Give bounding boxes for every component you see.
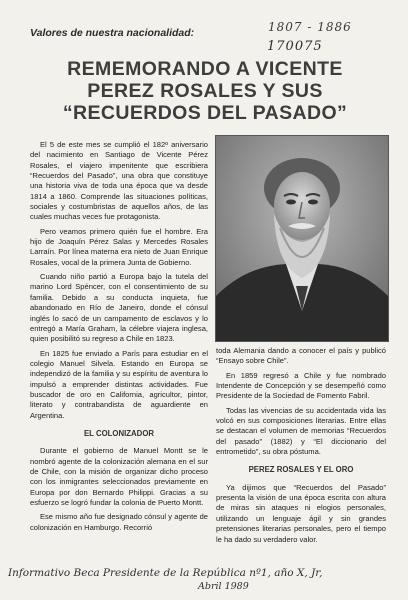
portrait-photo	[215, 135, 389, 342]
paragraph: En 1859 regresó a Chile y fue nombrado Intendente de Concepción y se desempeñó como Presidente de la Sociedad de Fomento Fabril.	[216, 370, 386, 401]
paragraph: Pero veamos primero quién fue el hombre. Era hijo de Joaquín Pérez Salas y Mercedes Rosales Larraín. Por línea materna era nieto de Juan Enrique Rosales, vocal de la primera Junta de Gobierno.	[30, 226, 208, 267]
paragraph: Cuando niño partió a Europa bajo la tutela del marino Lord Spéncer, con el consentimiento de su familia. Debido a su conducta inquieta, fue abandonado en Río de Janeiro, donde el cónsul inglés lo sacó de un campamento de esclavos y lo entregó a María Graham, la célebre viajera inglesa, quien posibilitó su regreso a Chile en 1823.	[30, 272, 208, 344]
subheading-oro: PEREZ ROSALES Y EL ORO	[248, 465, 354, 475]
paragraph: En 1825 fue enviado a París para estudiar en el colegio Manuel Silvela. Estando en Europa se independizó de la familia y su espíritu de aventura lo impulsó a emprender distintas actividades. Fue buscador de oro en California, agricultor, pintor, literato y contrabandista de aguardiente en Argentina.	[30, 348, 208, 420]
paragraph: El 5 de este mes se cumplió el 182º aniversario del nacimiento en Santiago de Vicente Pérez Rosales, el viajero impenitente que escribiera “Recuerdos del Pasado”, una obra que constituye una historia viva de toda una época que va desde 1814 a 1860. Comprende las situaciones políticas, sociales y costumbristas de aquellos años, de las cuales muchas veces fue protagonista.	[30, 140, 208, 222]
right-column	[216, 346, 386, 549]
handwritten-footer-line-1: Informativo Beca Presidente de la República nº1, año X, Jr,	[8, 567, 323, 579]
headline-line-3: “RECUERDOS DEL PASADO”	[62, 102, 348, 124]
headline-line-1: REMEMORANDO A VICENTE	[67, 58, 343, 80]
headline-line-2: PEREZ ROSALES Y SUS	[87, 80, 323, 102]
headline	[40, 58, 370, 124]
paragraph: Todas las vivencias de su accidentada vida las volcó en sus composiciones literarias. Entre ellas se destacan el volumen de memorias “Recuerdos del pasado” (1882) y “El diccionario del entrometido”, su obra póstuma.	[216, 405, 386, 457]
handwritten-footer	[8, 566, 400, 594]
paragraph: toda Alemania dando a conocer el país y publicó “Ensayo sobre Chile”.	[216, 346, 386, 366]
portrait-image	[216, 136, 388, 341]
paragraph: Ese mismo año fue designado cónsul y agente de colonización en Hamburgo. Recorrió	[30, 512, 208, 532]
handwritten-footer-line-2: Abril 1989	[198, 581, 249, 592]
handwritten-code: 170075	[267, 39, 323, 54]
paragraph: Ya dijimos que “Recuerdos del Pasado” presenta la visión de una época escrita con altura de miras sin ataques ni elogios personales, utilizando un lenguaje ágil y sin grandes pretensiones literarias personales, pero el tiempo le ha dado su verdadero valor.	[216, 482, 386, 544]
handwritten-date: 1807 - 1886	[268, 20, 352, 34]
left-column	[30, 140, 208, 537]
subheading-colonizador: EL COLONIZADOR	[83, 428, 155, 438]
paragraph: Durante el gobierno de Manuel Montt se le nombró agente de la colonización alemana en el sur de Chile, con la misión de organizar dicho proceso con los inmigrantes seleccionados previamente en Europa por don Bernardo Philippi. Gracias a su esfuerzo se logró fundar la colonia de Puerto Montt.	[30, 446, 208, 507]
section-label: Valores de nuestra nacionalidad:	[30, 27, 195, 39]
